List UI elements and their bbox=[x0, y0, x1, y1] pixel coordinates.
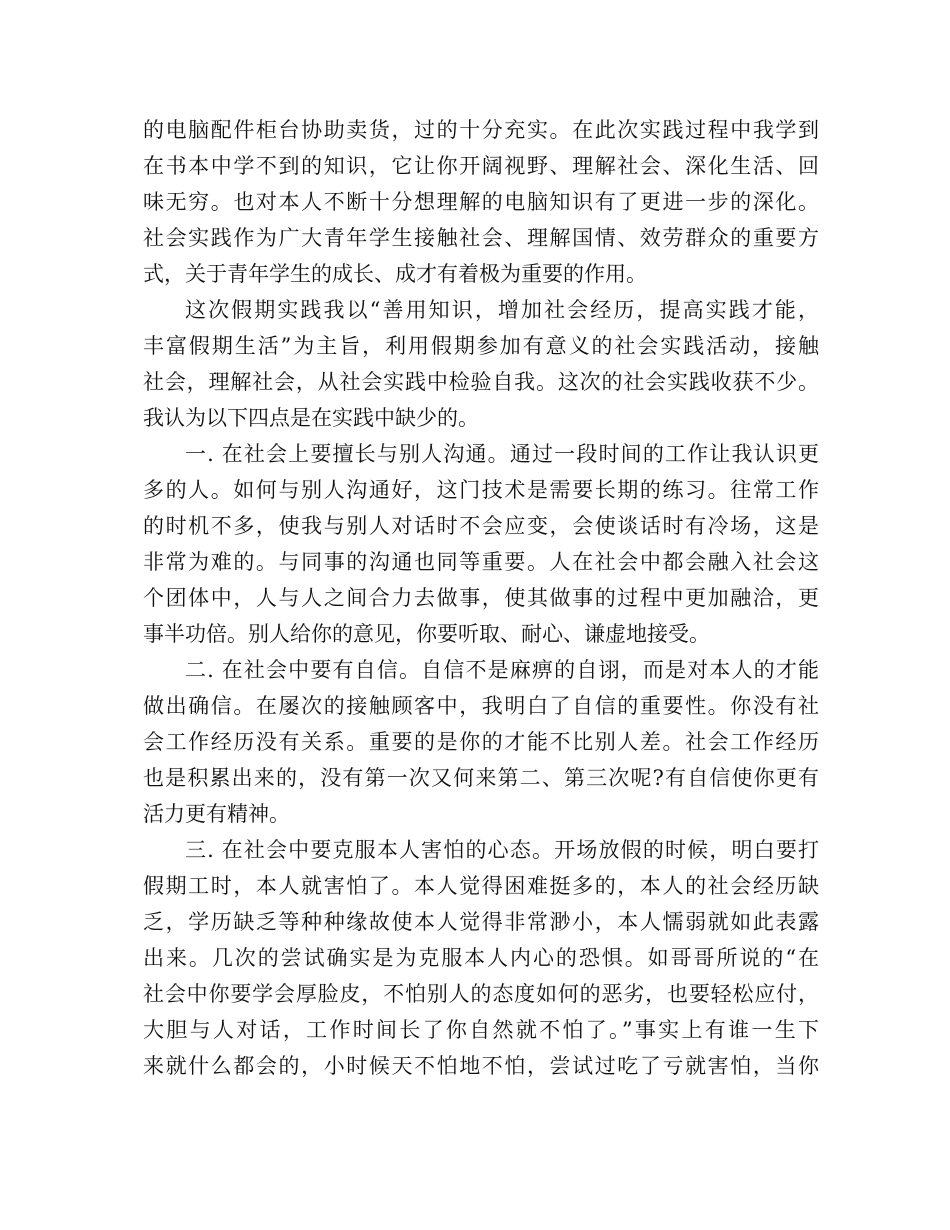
text-line: 一. 在社会上要擅长与别人沟通。通过一段时间的工作让我认识更 bbox=[185, 442, 819, 466]
text-line: 非常为难的。与同事的沟通也同等重要。人在社会中都会融入社会这 bbox=[143, 550, 819, 574]
text-line: 多的人。如何与别人沟通好，这门技术是需要长期的练习。往常工作 bbox=[143, 478, 819, 502]
text-line: 社会实践作为广大青年学生接触社会、理解国情、效劳群众的重要方 bbox=[143, 226, 819, 250]
document-body bbox=[143, 112, 819, 1084]
text-line: 社会，理解社会，从社会实践中检验自我。这次的社会实践收获不少。 bbox=[143, 370, 819, 394]
text-line: 也是积累出来的，没有第一次又何来第二、第三次呢?有自信使你更有 bbox=[143, 766, 819, 790]
text-line: 会工作经历没有关系。重要的是你的才能不比别人差。社会工作经历 bbox=[143, 730, 819, 754]
text-line: 的电脑配件柜台协助卖货，过的十分充实。在此次实践过程中我学到 bbox=[143, 118, 819, 142]
text-line: 我认为以下四点是在实践中缺少的。 bbox=[143, 406, 479, 430]
text-line: 味无穷。也对本人不断十分想理解的电脑知识有了更进一步的深化。 bbox=[143, 190, 819, 214]
paragraph-2 bbox=[143, 292, 819, 436]
paragraph-3 bbox=[143, 436, 819, 652]
paragraph-1 bbox=[143, 112, 819, 292]
text-line: 来就什么都会的，小时候天不怕地不怕，尝试过吃了亏就害怕，当你 bbox=[143, 1054, 819, 1078]
text-line: 个团体中，人与人之间合力去做事，使其做事的过程中更加融洽，更 bbox=[143, 586, 819, 610]
text-line: 三. 在社会中要克服本人害怕的心态。开场放假的时候，明白要打 bbox=[185, 838, 819, 862]
text-line: 出来。几次的尝试确实是为克服本人内心的恐惧。如哥哥所说的“在 bbox=[143, 946, 819, 970]
text-line: 的时机不多，使我与别人对话时不会应变，会使谈话时有冷场，这是 bbox=[143, 514, 819, 538]
text-line: 乏，学历缺乏等种种缘故使本人觉得非常渺小，本人懦弱就如此表露 bbox=[143, 910, 819, 934]
text-line: 式，关于青年学生的成长、成才有着极为重要的作用。 bbox=[143, 262, 647, 286]
text-line: 社会中你要学会厚脸皮，不怕别人的态度如何的恶劣，也要轻松应付， bbox=[143, 982, 819, 1006]
text-line: 做出确信。在屡次的接触顾客中，我明白了自信的重要性。你没有社 bbox=[143, 694, 819, 718]
text-line: 二. 在社会中要有自信。自信不是麻痹的自诩，而是对本人的才能 bbox=[185, 658, 819, 682]
text-line: 在书本中学不到的知识，它让你开阔视野、理解社会、深化生活、回 bbox=[143, 154, 819, 178]
text-line: 假期工时，本人就害怕了。本人觉得困难挺多的，本人的社会经历缺 bbox=[143, 874, 819, 898]
text-line: 这次假期实践我以“善用知识，增加社会经历，提高实践才能， bbox=[185, 298, 819, 322]
text-line: 丰富假期生活”为主旨，利用假期参加有意义的社会实践活动，接触 bbox=[143, 334, 819, 358]
text-line: 活力更有精神。 bbox=[143, 802, 290, 826]
paragraph-5 bbox=[143, 832, 819, 1084]
text-line: 事半功倍。别人给你的意见，你要听取、耐心、谦虚地接受。 bbox=[143, 622, 710, 646]
text-line: 大胆与人对话，工作时间长了你自然就不怕了。”事实上有谁一生下 bbox=[143, 1018, 819, 1042]
paragraph-4 bbox=[143, 652, 819, 832]
